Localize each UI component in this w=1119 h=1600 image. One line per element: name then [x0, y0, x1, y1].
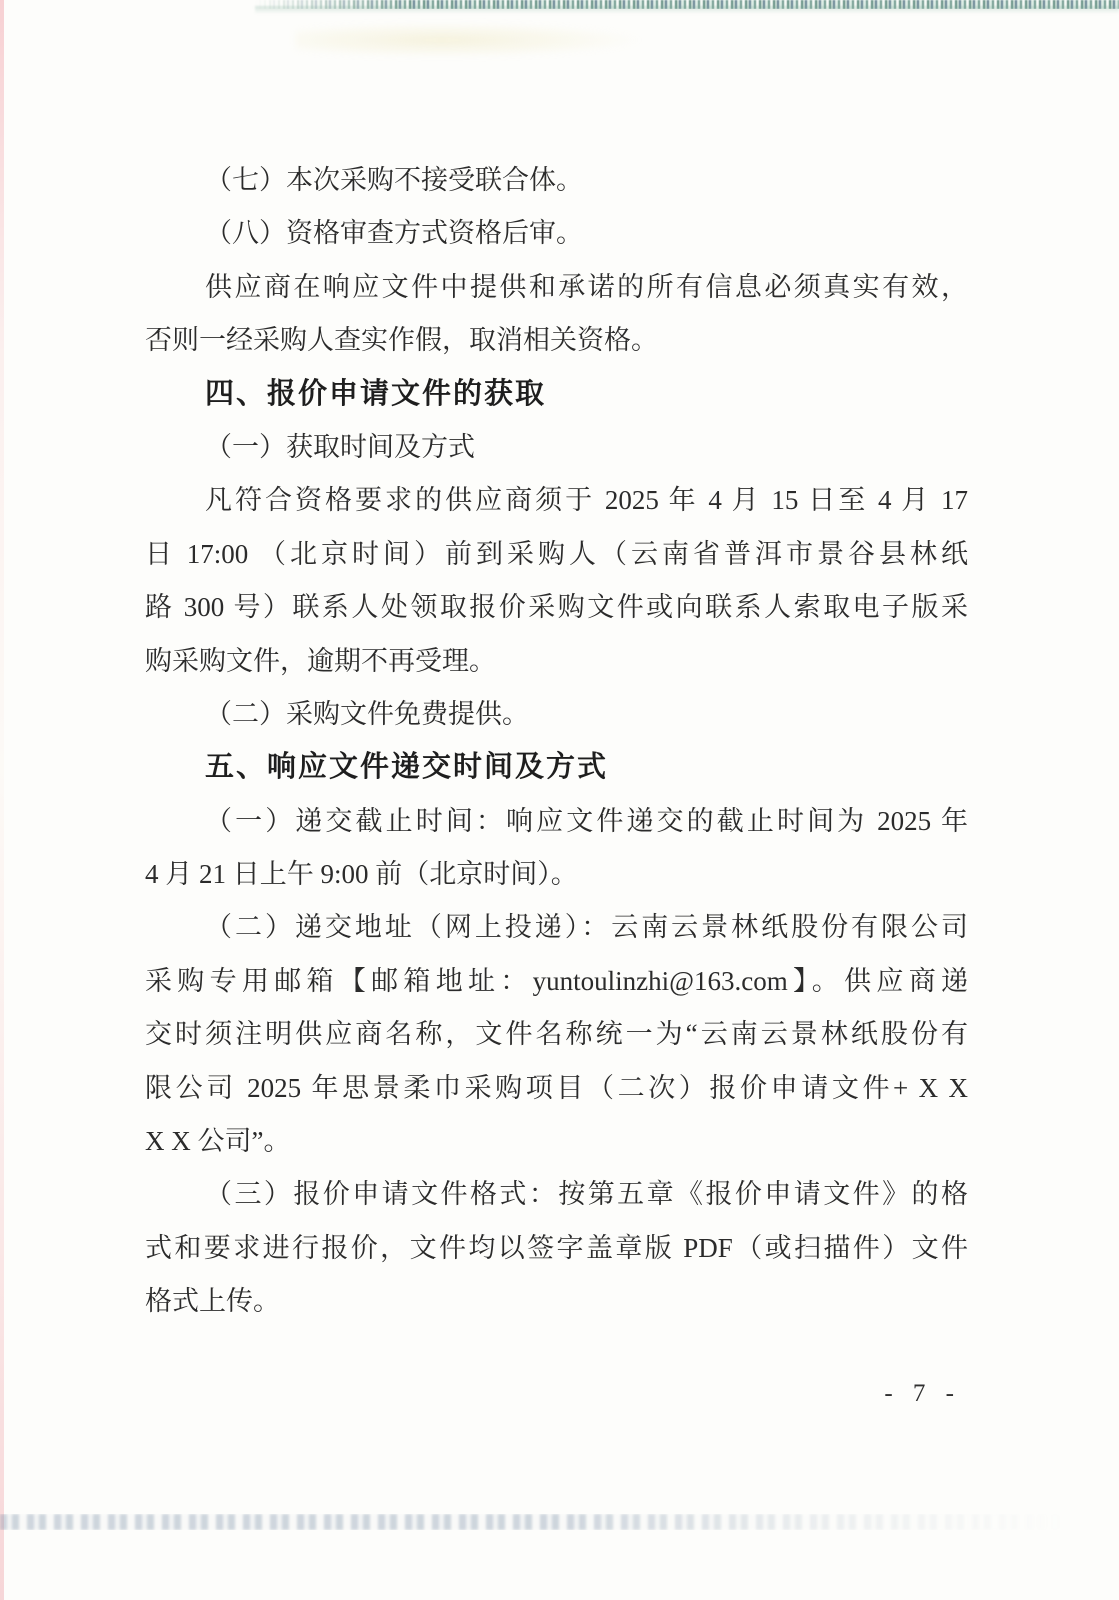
page-number: - 7 -	[884, 1380, 961, 1407]
text-line: 4 月 21 日上午 9:00 前（北京时间）。	[145, 859, 578, 890]
section-heading: 四、报价申请文件的获取	[205, 377, 547, 410]
text-line: （一）递交截止时间：响应文件递交的截止时间为 2025 年	[205, 805, 968, 836]
text-line: 购采购文件，逾期不再受理。	[145, 645, 496, 676]
section-heading: 五、响应文件递交时间及方式	[205, 751, 609, 784]
text-line: （八）资格审查方式资格后审。	[205, 218, 583, 249]
text-line: 路 300 号）联系人处领取报价采购文件或向联系人索取电子版采	[145, 592, 968, 623]
scan-artifact-left-edge	[0, 0, 4, 1600]
text-line: 交时须注明供应商名称，文件名称统一为“云南云景林纸股份有	[145, 1019, 968, 1050]
scan-artifact-smudge	[295, 22, 645, 58]
text-line: （二）递交地址（网上投递）：云南云景林纸股份有限公司	[205, 912, 968, 943]
text-line: （三）报价申请文件格式：按第五章《报价申请文件》的格	[205, 1179, 968, 1210]
text-line: 格式上传。	[145, 1286, 280, 1317]
text-line: 采购专用邮箱【邮箱地址：yuntoulinzhi@163.com】。供应商递	[145, 965, 968, 996]
text-line: 限公司 2025 年思景柔巾采购项目（二次）报价申请文件+ X X	[145, 1072, 968, 1103]
text-line: （一）获取时间及方式	[205, 431, 475, 462]
scan-artifact-top-haze	[255, 6, 1119, 14]
text-line: （七）本次采购不接受联合体。	[205, 165, 583, 195]
text-line: 供应商在响应文件中提供和承诺的所有信息必须真实有效，	[205, 271, 968, 302]
text-line: 式和要求进行报价，文件均以签字盖章版 PDF（或扫描件）文件	[145, 1232, 968, 1263]
scan-artifact-bleedthrough	[0, 1514, 1085, 1530]
text-line: X X 公司”。	[145, 1126, 291, 1157]
text-line: 凡符合资格要求的供应商须于 2025 年 4 月 15 日至 4 月 17	[205, 485, 968, 516]
text-line: 否则一经采购人查实作假，取消相关资格。	[145, 325, 658, 356]
text-line: （二）采购文件免费提供。	[205, 698, 529, 729]
text-line: 日 17:00 （北京时间）前到采购人（云南省普洱市景谷县林纸	[145, 538, 968, 569]
document-body	[145, 154, 968, 1329]
